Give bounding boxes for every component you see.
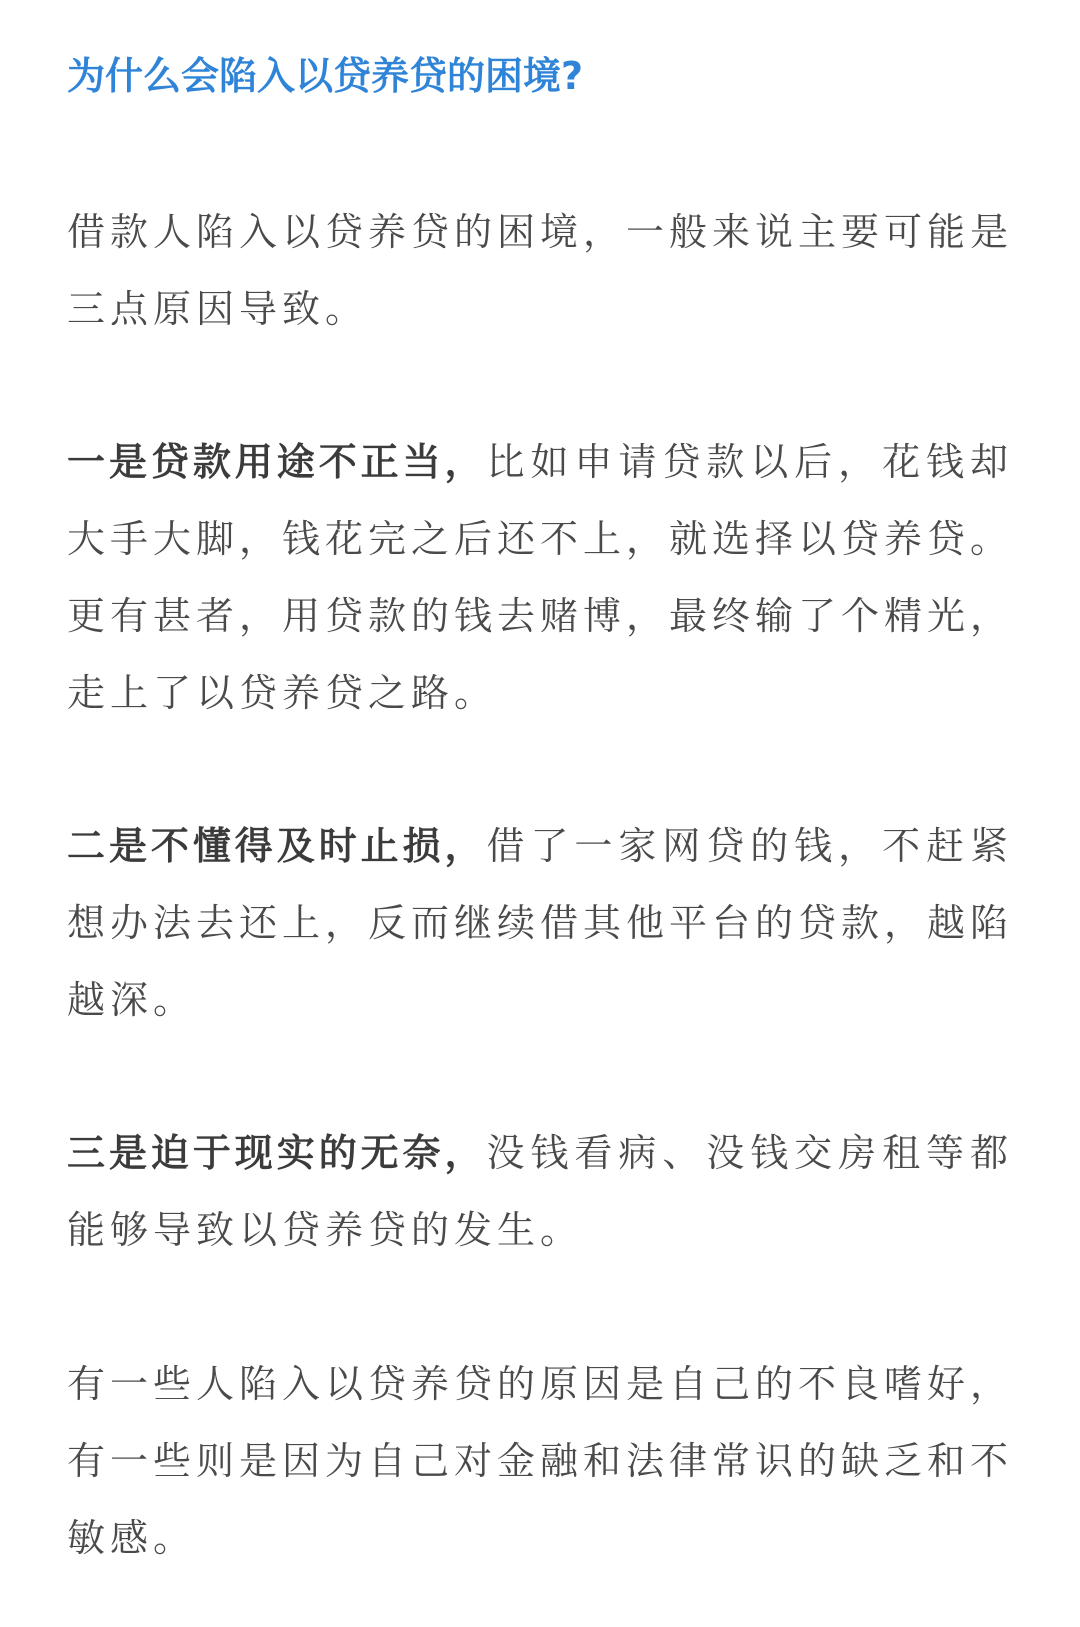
paragraph-lead: 三是迫于现实的无奈， <box>67 1131 487 1175</box>
paragraph-text: 有一些人陷入以贷养贷的原因是自己的不良嗜好，有一些则是因为自己对金融和法律常识的缺乏和不敏感。 <box>67 1362 1014 1560</box>
paragraph-lead: 二是不懂得及时止损， <box>67 824 487 868</box>
paragraph-text: 借了一家网贷的钱，不赶紧想办法去还上，反而继续借其他平台的贷款，越陷越深。 <box>67 824 1014 1022</box>
paragraph-reason-1 <box>67 424 1013 732</box>
paragraph-conclusion <box>67 1346 1013 1577</box>
paragraph-text: 没钱看病、没钱交房租等都能够导致以贷养贷的发生。 <box>67 1131 1013 1252</box>
paragraph-text: 比如申请贷款以后，花钱却大手大脚，钱花完之后还不上，就选择以贷养贷。更有甚者，用贷款的钱去赌博，最终输了个精光，走上了以贷养贷之路。 <box>67 440 1014 715</box>
paragraph-text: 借款人陷入以贷养贷的困境，一般来说主要可能是三点原因导致。 <box>67 210 1014 331</box>
paragraph-reason-2 <box>67 808 1013 1039</box>
paragraph-reason-3 <box>67 1115 1013 1269</box>
paragraph-intro <box>67 194 1013 348</box>
section-title: 为什么会陷入以贷养贷的困境? <box>67 54 584 98</box>
paragraph-lead: 一是贷款用途不正当， <box>67 440 487 484</box>
